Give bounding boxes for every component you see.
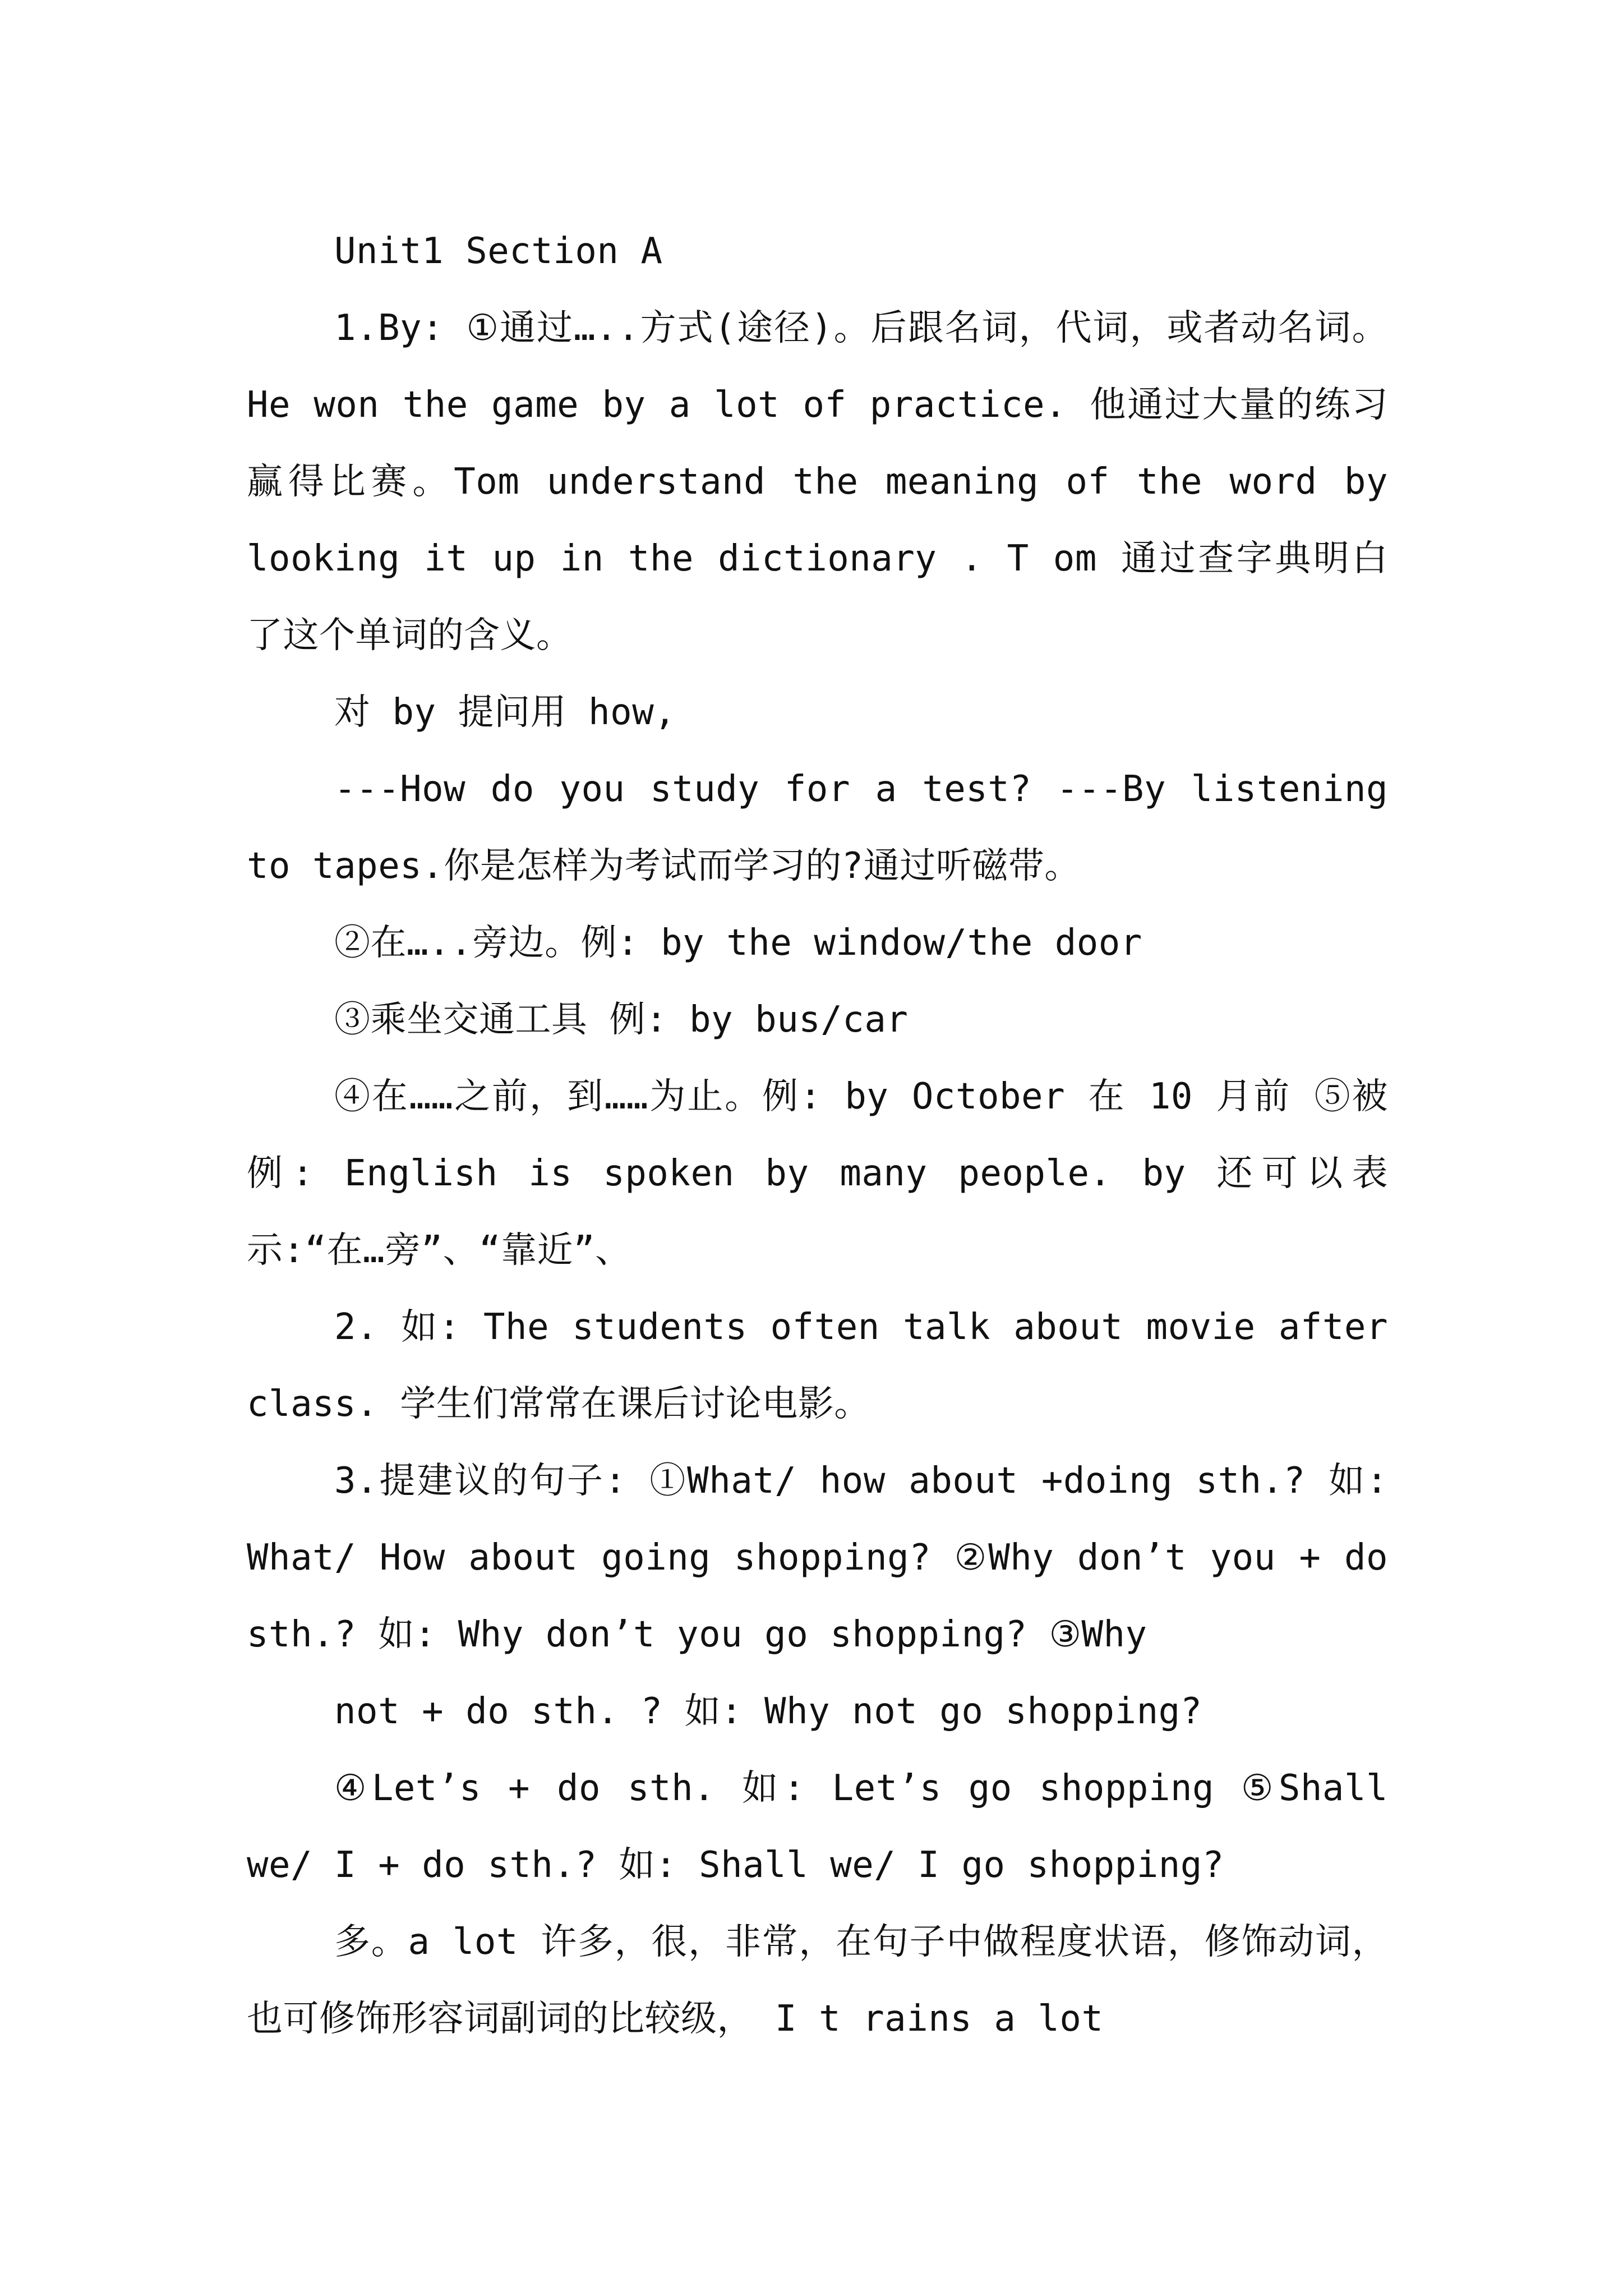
heading-unit1-section-a: Unit1 Section A [334, 231, 663, 272]
paragraph-item-2: 2. 如: The students often talk about movie after class. 学生们常常在课后讨论电影。 [247, 1306, 1388, 1425]
paragraph-item-3-suggestions: 3.提建议的句子: ①What/ how about +doing sth.? 如: What/ How about going shopping? ②Why don’t you + do sth.? 如: Why don’t you go shopping? ③Why [247, 1460, 1388, 1655]
paragraph-lets-shall: ④Let’s + do sth. 如: Let’s go shopping ⑤Shall we/ I + do sth.? 如: Shall we/ I go shopping? [247, 1768, 1388, 1886]
paragraph-by-meaning-3: ③乘坐交通工具 例: by bus/car [334, 999, 909, 1041]
paragraph-dialogue-example: ---How do you study for a test? ---By listening to tapes.你是怎样为考试而学习的?通过听磁带。 [247, 769, 1388, 887]
paragraph-by-meaning-4-5: ④在……之前，到……为止。例: by October 在 10 月前 ⑤被 例: English is spoken by many people. by 还可以表示:“在…旁”、“靠近”、 [247, 1076, 1388, 1271]
document-body [247, 213, 1388, 2058]
paragraph-by-meaning-2: ②在…..旁边。例: by the window/the door [334, 922, 1142, 964]
paragraph-a-lot: 多。a lot 许多，很，非常，在句子中做程度状语，修饰动词，也可修饰形容词副词的比较级， I t rains a lot [247, 1921, 1388, 2040]
paragraph-by-meaning-1: 1.By: ①通过…..方式(途径)。后跟名词，代词，或者动名词。He won the game by a lot of practice. 他通过大量的练习赢得比赛。Tom understand the meaning of the word by looking it up in the dictionary . T om 通过查字典明白了这个单词的含义。 [247, 307, 1388, 656]
paragraph-by-question: 对 by 提问用 how, [334, 692, 676, 733]
paragraph-why-not: not + do sth. ? 如: Why not go shopping? [334, 1691, 1202, 1732]
